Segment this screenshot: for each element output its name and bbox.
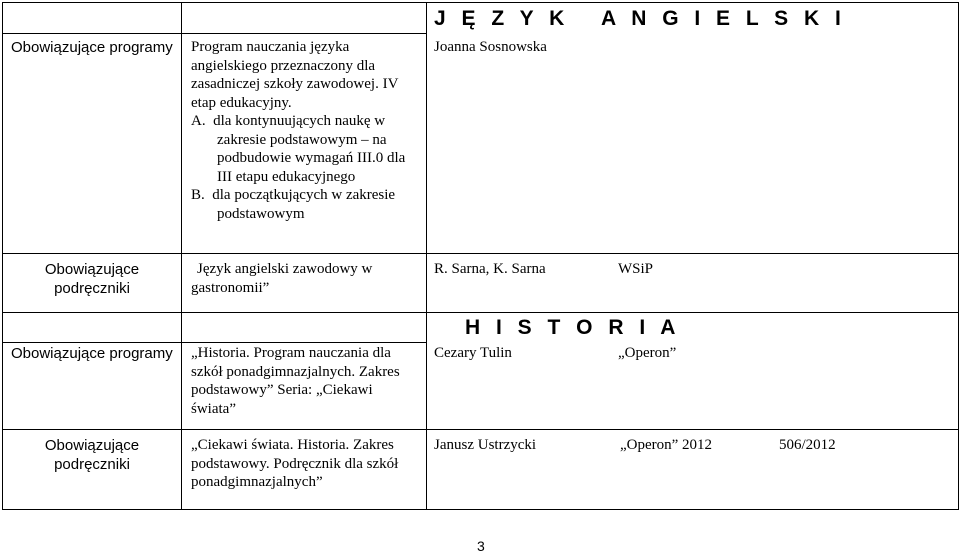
history-textbook-title: ponadgimnazjalnych” bbox=[191, 474, 323, 490]
history-subject-title: H I S T O R I A bbox=[465, 316, 681, 339]
english-program-line: zasadniczej szkoły zawodowej. IV bbox=[191, 76, 399, 92]
english-programs-label: Obowiązujące programy bbox=[11, 39, 173, 56]
history-textbook-title: „Ciekawi świata. Historia. Zakres bbox=[191, 437, 394, 453]
english-program-item-a: podbudowie wymagań III.0 dla bbox=[217, 150, 406, 166]
english-program-line: etap edukacyjny. bbox=[191, 94, 292, 111]
history-textbooks-label bbox=[2, 436, 182, 474]
history-textbook-author: Janusz Ustrzycki bbox=[434, 437, 537, 453]
english-program-item-a: A. dla kontynuujących naukę w bbox=[191, 113, 386, 129]
english-program-item-a: zakresie podstawowym – na bbox=[217, 131, 387, 148]
table-border-row5 bbox=[2, 429, 959, 430]
history-textbook-title: podstawowy. Podręcznik dla szkół bbox=[191, 455, 399, 472]
table-border-top bbox=[2, 2, 959, 3]
english-textbook-title: gastronomii” bbox=[191, 279, 270, 296]
page-number: 3 bbox=[477, 538, 485, 554]
history-program-publisher: „Operon” bbox=[618, 345, 677, 361]
history-program-line: „Historia. Program nauczania dla bbox=[191, 345, 391, 361]
history-program-author: Cezary Tulin bbox=[434, 345, 512, 361]
table-border-row4 bbox=[2, 342, 427, 343]
table-border-row2 bbox=[2, 253, 959, 254]
history-textbooks-label-line2: podręczniki bbox=[54, 456, 130, 473]
english-program-item-b: podstawowym bbox=[217, 205, 305, 222]
history-program-line: szkół ponadgimnazjalnych. Zakres bbox=[191, 363, 400, 380]
english-program-author: Joanna Sosnowska bbox=[434, 39, 547, 55]
english-textbook-publisher: WSiP bbox=[618, 261, 654, 277]
history-textbook-number: 506/2012 bbox=[779, 437, 836, 453]
english-textbooks-label-line1: Obowiązujące bbox=[44, 261, 140, 278]
history-textbook-publisher: „Operon” 2012 bbox=[620, 437, 713, 453]
table-border-col2 bbox=[426, 2, 427, 510]
history-program-line: świata” bbox=[191, 400, 236, 417]
table-border-row1 bbox=[2, 33, 427, 34]
table-border-col1 bbox=[181, 2, 182, 510]
english-textbook-authors: R. Sarna, K. Sarna bbox=[434, 261, 546, 277]
english-program-line: Program nauczania języka bbox=[191, 39, 350, 55]
table-border-bottom bbox=[2, 509, 959, 510]
table-border-row3 bbox=[2, 312, 959, 313]
english-program-line: angielskiego przeznaczony dla bbox=[191, 57, 376, 74]
english-textbook-title: Język angielski zawodowy w bbox=[197, 261, 373, 277]
english-textbooks-label-line2: podręczniki bbox=[54, 280, 130, 297]
english-subject-title: J Ę Z Y K A N G I E L S K I bbox=[434, 7, 846, 30]
english-program-item-b: B. dla początkujących w zakresie bbox=[191, 187, 396, 203]
english-program-item-a: III etapu edukacyjnego bbox=[217, 168, 356, 185]
english-textbooks-label bbox=[2, 260, 182, 298]
history-programs-label: Obowiązujące programy bbox=[11, 345, 173, 362]
history-program-line: podstawowy” Seria: „Ciekawi bbox=[191, 382, 373, 398]
history-textbooks-label-line1: Obowiązujące bbox=[44, 437, 140, 454]
table-border-left bbox=[2, 2, 3, 510]
